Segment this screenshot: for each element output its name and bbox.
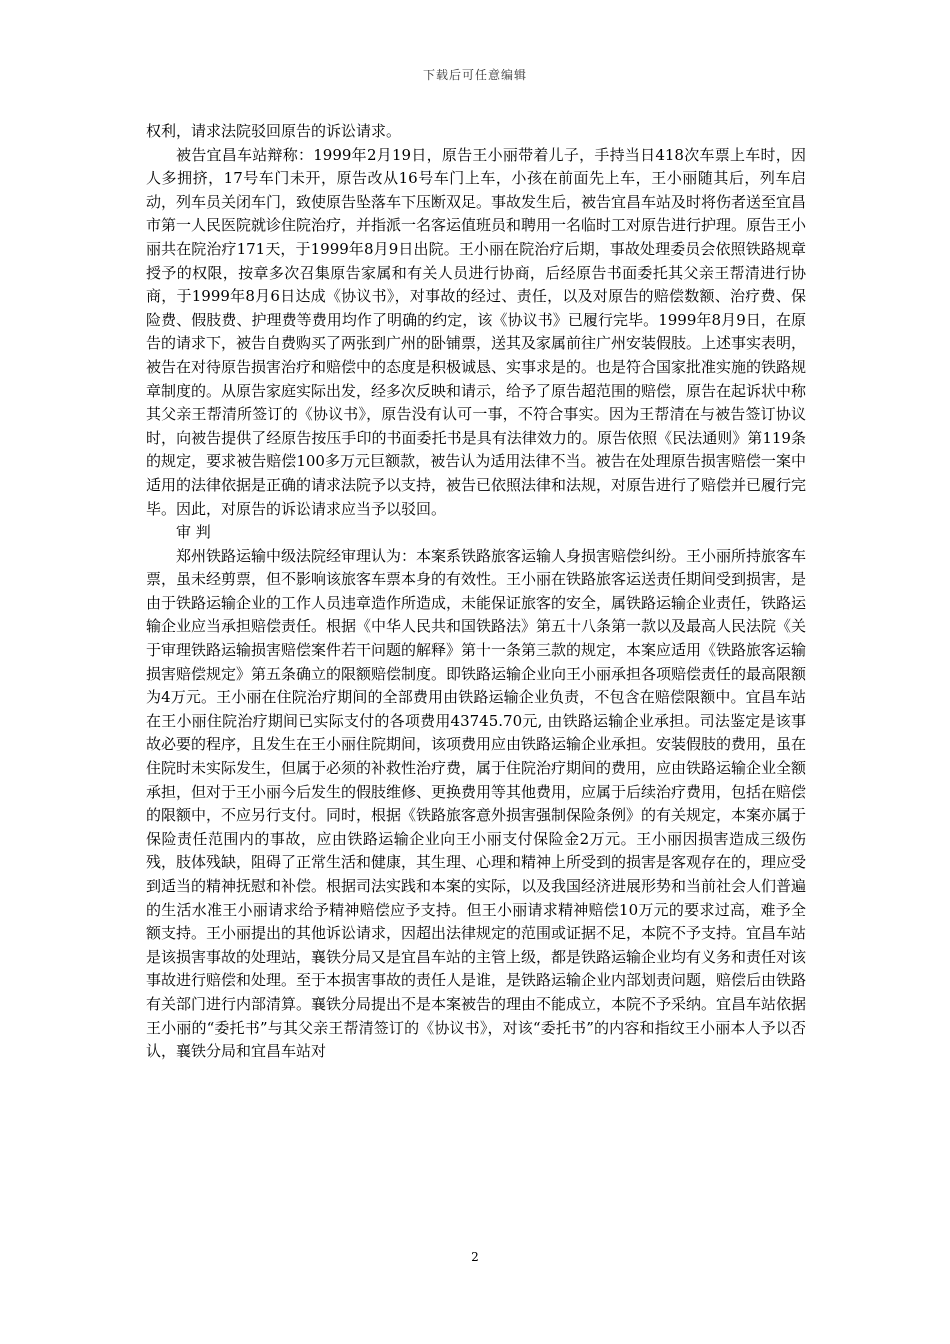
page-number: 2 bbox=[471, 1250, 479, 1264]
paragraph-continuation: 权利，请求法院驳回原告的诉讼请求。 bbox=[146, 122, 402, 140]
paragraph-court-ruling: 郑州铁路运输中级法院经审理认为：本案系铁路旅客运输人身损害赔偿纠纷。王小丽所持旅客车票，虽未经剪票，但不影响该旅客车票本身的有效性。王小丽在铁路旅客运送责任期间受到损害，是由于铁路运输企业的工作人员违章造作所造成，未能保证旅客的安全，属铁路运输企业责任，铁路运输企业应当承担赔偿责任。根据《中华人民共和国铁路法》第五十八条第一款以及最高人民法院《关于审理铁路运输损害赔偿案件若干问题的解释》第十一条第三款的规定，本案应适用《铁路旅客运输损害赔偿规定》第五条确立的限额赔偿制度。即铁路运输企业向王小丽承担各项赔偿责任的最高限额为4万元。王小丽在住院治疗期间的全部费用由铁路运输企业负责，不包含在赔偿限额中。宜昌车站在王小丽住院治疗期间已实际支付的各项费用43745.70元, 由铁路运输企业承担。司法鉴定是该事故必要的程序，且发生在王小丽住院期间，该项费用应由铁路运输企业承担。安装假肢的费用，虽在住院时未实际发生，但属于必须的补救性治疗费，属于住院治疗期间的费用，应由铁路运输企业全额承担，但对于王小丽今后发生的假肢维修、更换费用等其他费用，应属于后续治疗费用，包括在赔偿的限额中，不应另行支付。同时，根据《铁路旅客意外损害强制保险条例》的有关规定，本案亦属于保险责任范围内的事故，应由铁路运输企业向王小丽支付保险金2万元。王小丽因损害造成三级伤残，肢体残缺，阻碍了正常生活和健康，其生理、心理和精神上所受到的损害是客观存在的，理应受到适当的精神抚慰和补偿。根据司法实践和本案的实际，以及我国经济进展形势和当前社会人们普遍的生活水准王小丽请求给予精神赔偿应予支持。但王小丽请求精神赔偿10万元的要求过高，难予全额支持。王小丽提出的其他诉讼请求，因超出法律规定的范围或证据不足，本院不予支持。宜昌车站是该损害事故的处理站，襄铁分局又是宜昌车站的主管上级，都是铁路运输企业均有义务和责任对该事故进行赔偿和处理。至于本损害事故的责任人是谁，是铁路运输企业内部划责问题，赔偿后由铁路有关部门进行内部清算。襄铁分局提出不是本案被告的理由不能成立，本院不予采纳。宜昌车站依据王小丽的“委托书”与其父亲王帮清签订的《协议书》，对该“委托书”的内容和指纹王小丽本人予以否认，襄铁分局和宜昌车站对 bbox=[146, 546, 807, 1061]
paragraph-defendant-argument: 被告宜昌车站辩称：1999年2月19日，原告王小丽带着儿子，手持当日418次车票上车时，因人多拥挤，17号车门未开，原告改从16号车门上车，小孩在前面先上车，王小丽随其后，列车启动，列车员关闭车门，致使原告坠落车下压断双足。事故发生后，被告宜昌车站及时将伤者送至宜昌市第一人民医院就诊住院治疗，并指派一名客运值班员和聘用一名临时工对原告进行护理。原告王小丽共在院治疗171天，于1999年8月9日出院。王小丽在院治疗后期，事故处理委员会依照铁路规章授予的权限，按章多次召集原告家属和有关人员进行协商，后经原告书面委托其父亲王帮清进行协商，于1999年8月6日达成《协议书》，对事故的经过、责任，以及对原告的赔偿数额、治疗费、保险费、假肢费、护理费等费用均作了明确的约定，该《协议书》已履行完毕。1999年8月9日，在原告的请求下，被告自费购买了两张到广州的卧铺票，送其及家属前往广州安装假肢。上述事实表明，被告在对待原告损害治疗和赔偿中的态度是积极诚恳、实事求是的。也是符合国家批准实施的铁路规章制度的。从原告家庭实际出发，经多次反映和请示，给予了原告超范围的赔偿，原告在起诉状中称其父亲王帮清所签订的《协议书》，原告没有认可一事，不符合事实。因为王帮清在与被告签订协议时，向被告提供了经原告按压手印的书面委托书是具有法律效力的。原告依照《民法通则》第119条的规定，要求被告赔偿100多万元巨额款，被告认为适用法律不当。被告在处理原告损害赔偿一案中适用的法律依据是正确的请求法院予以支持，被告已依照法律和法规，对原告进行了赔偿并已履行完毕。因此，对原告的诉讼请求应当予以驳回。 bbox=[146, 145, 807, 518]
page-header: 下载后可任意编辑 bbox=[422, 68, 527, 82]
document-body bbox=[146, 120, 806, 1064]
section-heading-judgment: 审 判 bbox=[176, 523, 211, 542]
